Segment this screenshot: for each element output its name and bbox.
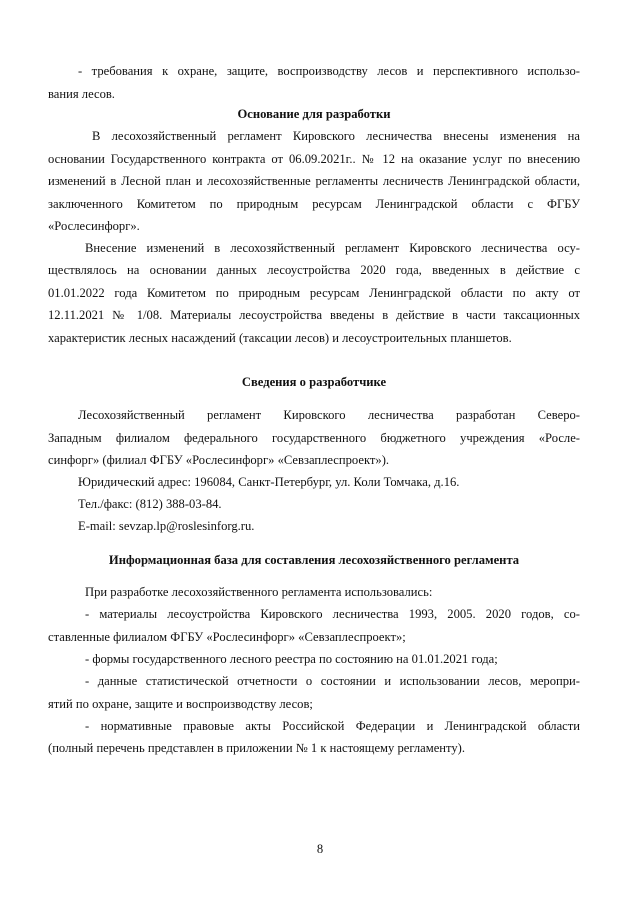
basis-p2-line-4: 12.11.2021 № 1/08. Материалы лесоустройства введены в действие в части таксационных	[48, 308, 580, 322]
developer-p1-line-3: синфорг» (филиал ФГБУ «Рослесинфорг» «Севзаплеспроект»).	[48, 453, 390, 467]
basis-p2-line-2: ществлялось на основании данных лесоустройства 2020 года, введенных в действие с	[48, 263, 580, 277]
infobase-item4-line-1: - нормативные правовые акты Российской Федерации и Ленинградской области	[85, 719, 580, 733]
developer-p1-line-1: Лесохозяйственный регламент Кировского лесничества разработан Северо-	[78, 408, 580, 422]
intro-line-2: вания лесов.	[48, 87, 115, 101]
infobase-item3-line-2: ятий по охране, защите и воспроизводству лесов;	[48, 697, 313, 711]
basis-p2-line-1: Внесение изменений в лесохозяйственный регламент Кировского лесничества осу-	[85, 241, 580, 255]
intro-line-1: - требования к охране, защите, воспроизводству лесов и перспективного использо-	[78, 64, 580, 78]
basis-p2-line-5: характеристик лесных насаждений (таксации лесов) и лесоустроительных планшетов.	[48, 331, 512, 345]
infobase-item4-line-2: (полный перечень представлен в приложении № 1 к настоящему регламенту).	[48, 741, 466, 755]
developer-address: Юридический адрес: 196084, Санкт-Петербург, ул. Коли Томчака, д.16.	[78, 475, 460, 489]
basis-p1-line-4: заключенного Комитетом по природным ресурсам Ленинградской области с ФГБУ	[48, 197, 580, 211]
infobase-item1-line-2: ставленные филиалом ФГБУ «Рослесинфорг» «Севзаплеспроект»;	[48, 630, 406, 644]
infobase-item3-line-1: - данные статистической отчетности о состоянии и использовании лесов, меропри-	[85, 674, 580, 688]
infobase-lead: При разработке лесохозяйственного регламента использовались:	[85, 585, 433, 599]
basis-p1-line-1: В лесохозяйственный регламент Кировского лесничества внесены изменения на	[92, 129, 580, 143]
basis-p1-line-3: изменений в Лесной план и лесохозяйственные регламенты лесничеств Ленинградской области,	[48, 174, 580, 188]
basis-p1-line-2: основании Государственного контракта от 06.09.2021г.. № 12 на оказание услуг по внесению	[48, 152, 580, 166]
page-number: 8	[316, 842, 324, 856]
infobase-item1-line-1: - материалы лесоустройства Кировского лесничества 1993, 2005. 2020 годов, со-	[85, 607, 580, 621]
developer-heading: Сведения о разработчике	[241, 375, 387, 389]
infobase-item2: - формы государственного лесного реестра по состоянию на 01.01.2021 года;	[85, 652, 498, 666]
developer-email: E-mail: sevzap.lp@roslesinforg.ru.	[78, 519, 255, 533]
developer-p1-line-2: Западным филиалом федерального государственного бюджетного учреждения «Росле-	[48, 431, 580, 445]
basis-heading: Основание для разработки	[237, 107, 391, 121]
basis-p2-line-3: 01.01.2022 года Комитетом по природным ресурсам Ленинградской области по акту от	[48, 286, 580, 300]
basis-p1-line-5: «Рослесинфорг».	[48, 219, 140, 233]
developer-phone: Тел./факс: (812) 388-03-84.	[78, 497, 222, 511]
infobase-heading: Информационная база для составления лесохозяйственного регламента	[108, 553, 520, 567]
